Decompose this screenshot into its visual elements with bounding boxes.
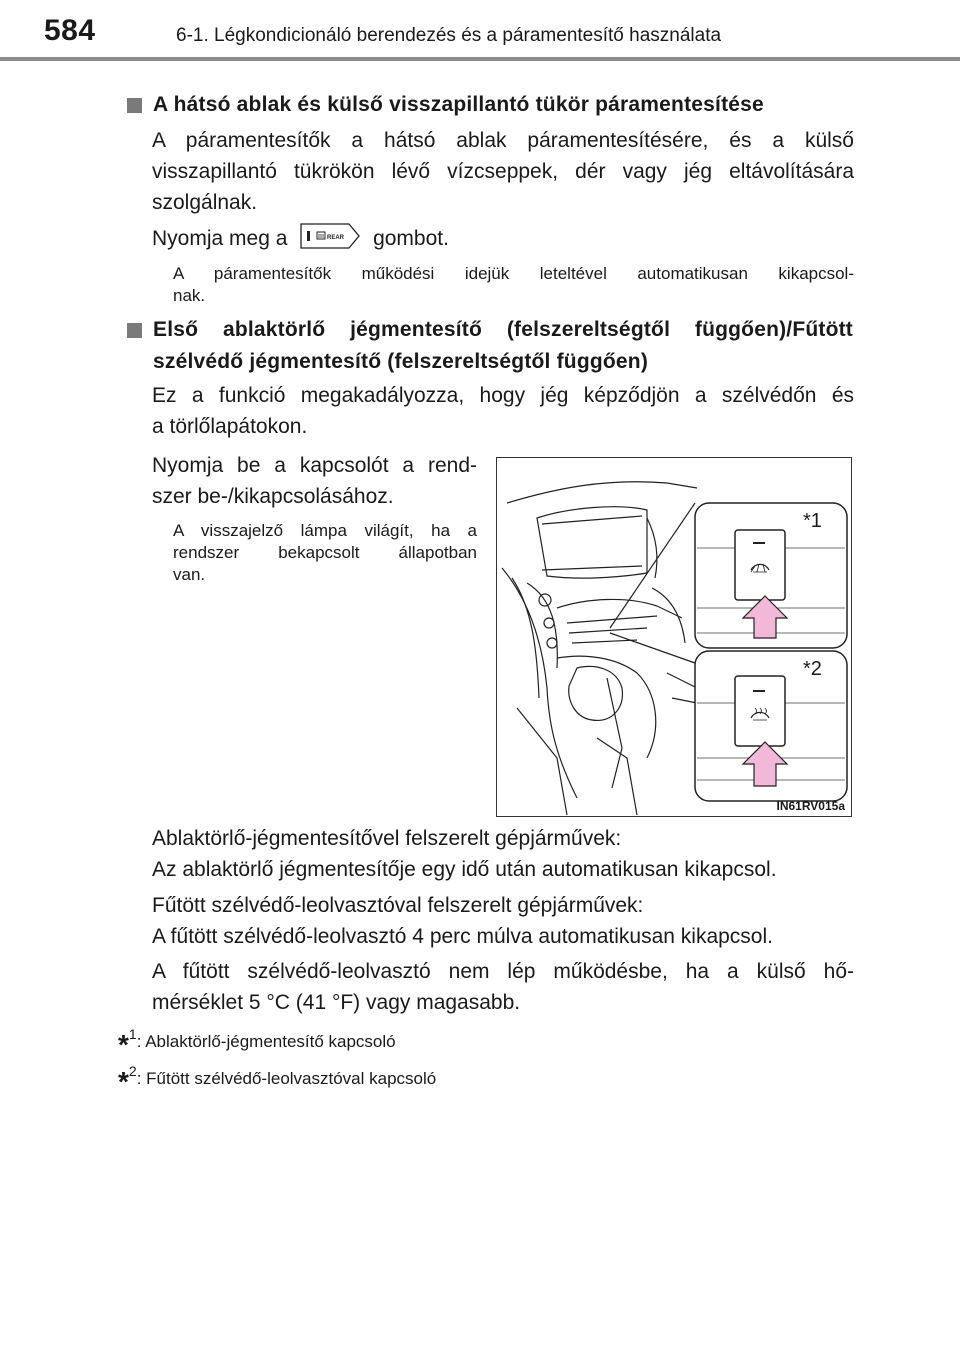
info-label: Ablaktörlő-jégmentesítővel felszerelt gépjárművek: [152,827,622,850]
heading-line: szélvédő jégmentesítő (felszereltségtől függően) [153,350,649,373]
note-line: A visszajelző lámpa világít, ha a [173,521,477,540]
heated-windshield-info [152,890,862,952]
section1-note [173,263,854,307]
info-text: A fűtött szélvédő-leolvasztó 4 perc múlva automatikusan kikapcsol. [152,925,773,948]
heated-windshield-switch [735,676,785,746]
section2-note [173,520,477,586]
temp-line: mérséklet 5 °C (41 °F) vagy magasabb. [152,991,521,1014]
info-label: Fűtött szélvédő-leolvasztóval felszerelt gépjárművek: [152,894,644,917]
page-number: 584 [44,14,96,47]
section-bullet [127,323,142,338]
section2-heading [153,314,853,378]
para-line: szolgálnak. [152,191,258,214]
rear-defogger-button-icon [299,222,361,250]
chapter-title: 6-1. Légkondicionáló berendezés és a páramentesítő használata [176,25,722,46]
footnote-number: 2 [128,1063,137,1079]
press-text-after: gombot. [373,227,449,250]
button-icon-text: REAR [327,235,345,242]
para-line: visszapillantó tükrökön lévő vízcseppek, dér vagy jég eltávolítására [152,160,854,183]
press-line: szer be-/kikapcsolásához. [152,485,394,508]
asterisk-icon: * [118,1066,129,1097]
asterisk-icon: * [118,1029,129,1060]
figure-code: IN61RV015a [776,799,845,813]
press-text-before: Nyomja meg a [152,227,288,250]
wiper-deicer-info [152,823,862,885]
wiper-deicer-switch [735,530,785,600]
footnote-text: : Fűtött szélvédő-leolvasztóval kapcsoló [136,1069,437,1088]
footnote-1 [118,1022,396,1060]
figure-label-1: *1 [803,510,822,532]
note-line: nak. [173,286,206,305]
para-line: a törlőlapátokon. [152,415,308,438]
section-bullet [127,98,142,113]
press-rear-instruction [152,223,854,254]
footnote-number: 1 [128,1026,137,1042]
heading-line: Első ablaktörlő jégmentesítő (felszereltségtől függően)/Fűtött [153,318,853,341]
press-line: Nyomja be a kapcsolót a rend- [152,454,477,477]
temp-line: A fűtött szélvédő-leolvasztó nem lép működésbe, ha a külső hő- [152,960,854,983]
header-rule [0,57,960,61]
temperature-note [152,956,854,1018]
dashboard-line-drawing [497,458,850,815]
dashboard-illustration [496,457,852,817]
section1-paragraph [152,125,854,218]
footnote-text: : Ablaktörlő-jégmentesítő kapcsoló [136,1032,396,1051]
section1-heading: A hátsó ablak és külső visszapillantó tükör páramentesítése [153,93,764,116]
footnote-2 [118,1059,437,1097]
figure-label-2: *2 [803,658,822,680]
press-switch-instruction [152,450,477,512]
note-line: van. [173,565,206,584]
note-line: rendszer bekapcsolt állapotban [173,543,477,562]
info-text: Az ablaktörlő jégmentesítője egy idő után automatikusan kikapcsol. [152,858,777,881]
section2-paragraph [152,380,854,442]
note-line: A páramentesítők működési idejük leteltével automatikusan kikapcsol- [173,264,854,283]
para-line: Ez a funkció megakadályozza, hogy jég képződjön a szélvédőn és [152,384,854,407]
para-line: A páramentesítők a hátsó ablak páramentesítésére, és a külső [152,129,854,152]
